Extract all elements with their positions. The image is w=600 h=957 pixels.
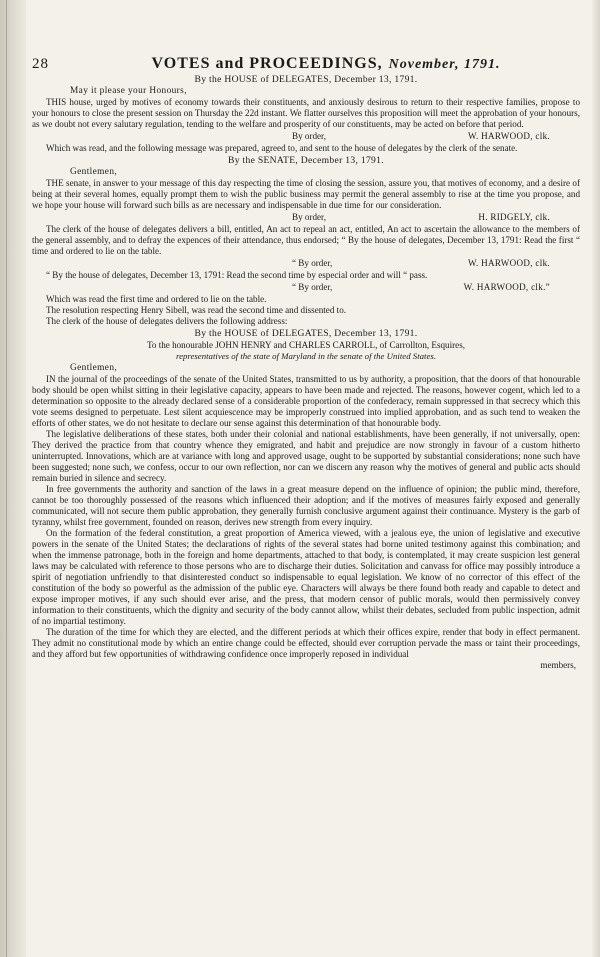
address-recipients: To the honourable JOHN HENRY and CHARLES CARROLL, of Carrollton, Esquires,	[146, 340, 466, 350]
paragraph: In free governments the authority and sanction of the laws in a great measure depend on the influence of opinion; the public mind, therefore, cannot be too thoroughly possessed of the reasons which influenced their adoption; and if the motives of measures fairly exposed and generally communicated, will not secure them public approbation, they generally furnish conclusive argument against their continuance. Mystery is the garb of tyranny, whilst free government, founded on reason, derives new strength from every inquiry.	[32, 484, 580, 527]
address-subtitle: representatives of the state of Maryland in the senate of the United States.	[175, 351, 437, 361]
page-text	[32, 55, 580, 671]
page-number: 28	[32, 56, 49, 72]
paragraph: Which was read the first time and ordered to lie on the table.	[46, 294, 267, 304]
salutation: Gentlemen,	[70, 363, 118, 373]
paragraph: The legislative deliberations of these states, both under their colonial and national establishments, have been generally, if not universally, open: They derived the practice from that country whence they emigrated, and habit and prejudice are now strongly in favour of a custom hitherto uninterrupted. Innovations, which are at variance with long and approved usage, ought to be supported by substantial considerations; none such have been suggested; none such, we confess, occur to our own reflection, nor can we discern any reason why the motives of general and public acts should remain buried in silence and secrecy.	[32, 429, 580, 483]
running-header	[32, 55, 580, 72]
salutation: May it please your Honours,	[70, 86, 187, 96]
section-heading: By the HOUSE of DELEGATES, December 13, 1791.	[194, 328, 418, 339]
paragraph: THIS house, urged by motives of economy towards their constituents, and anxiously desirous to return to their respective families, propose to your honours to close the present session on Thursday the 22d instant. We flatter ourselves this proposition will meet the approbation of your honours, as we doubt not every salutary regulation, tending to the welfare and prosperity of our constituents, may be acted on before that period.	[32, 97, 580, 129]
paragraph: The duration of the time for which they are elected, and the different periods at which their offices expire, render that body in effect permanent. They admit no constitutional mode by which an entire change could be effected, should ever corruption pervade the mass or taint their proceedings, and they afford but few opportunities of withdrawing confidence once improperly reposed in individual	[32, 627, 580, 659]
binding-edge	[0, 0, 26, 957]
catchword: members,	[540, 660, 576, 670]
signature-line: “ By order, W. HARWOOD, clk.	[292, 258, 550, 268]
running-title: VOTES and PROCEEDINGS, November, 1791.	[151, 55, 501, 72]
paragraph: The resolution respecting Henry Sibell, was read the second time and dissented to.	[46, 305, 347, 315]
paragraph: THE senate, in answer to your message of this day respecting the time of closing the session, assure you, that motives of economy, and a desire of being at their several homes, equally prompt them to wish the public business may permit the general assembly to rise at the time you propose, and we hope your house will forward such bills as are necessary and indispensable in due time for our consideration.	[32, 178, 580, 210]
paragraph: On the formation of the federal constitution, a great proportion of America viewed, with a jealous eye, the union of legislative and executive powers in the senate of the United States; the declarations of rights of the several states had borne united testimony against this combination; and when the immense patronage, both in the foreign and home departments, attached to that body, is contemplated, it may create suspicion lest general laws may be calculated with reference to those persons who are to discharge their duties. Solicitation and canvass for office may possibly introduce a spirit of negotiation unfriendly to that disinterested conduct so indispensable to equal legislation. We know of no corrector of this effect of the constitution of the body so powerful as the admission of the public eye. Characters will always be there found both ready and capable to detect and expose improper motives, if any such should ever arise, and the press, that modern censor of public morals, would then permissively convey information to their constituents, which the dignity and security of the body cannot allow, whilst their debates, secluded from public inspection, admit of no impartial testimony.	[32, 528, 580, 626]
paragraph: IN the journal of the proceedings of the senate of the United States, transmitted to us by authority, a proposition, that the doors of that honourable body should be open whilst sitting in their legislative capacity, appears to have been made and rejected. The reasons, however cogent, which led to a determination so opposite to the already declared sense of a considerable proportion of the confederacy, remain suppressed in that secrecy which this vote seems designed to perpetuate. Lest silent acquiescence may be improperly construed into implied approbation, and as such tend to weaken the efforts of other states, we do not hesitate to declare our sense against this determination of that honourable body.	[32, 374, 580, 428]
running-date: November, 1791.	[388, 57, 501, 72]
paragraph: Which was read, and the following message was prepared, agreed to, and sent to the house of delegates by the clerk of the senate.	[46, 143, 518, 153]
paragraph: The clerk of the house of delegates delivers a bill, entitled, An act to repeal an act, entitled, An act to ascertain the allowance to the members of the general assembly, and to defray the expences of their attendance, thus endorsed; “ By the house of delegates, December 13, 1791: Read the first “ time and ordered to lie on the table.	[32, 224, 580, 256]
paragraph: “ By the house of delegates, December 13, 1791: Read the second time by especial order and will “ pass.	[46, 270, 428, 280]
paragraph: The clerk of the house of delegates delivers the following address:	[46, 316, 288, 326]
salutation: Gentlemen,	[70, 167, 118, 177]
signature-line: “ By order, W. HARWOOD, clk.”	[292, 282, 550, 292]
page-right-edge	[592, 0, 600, 957]
section-heading: By the SENATE, December 13, 1791.	[228, 155, 384, 166]
signature-line: By order, W. HARWOOD, clk.	[292, 131, 550, 141]
signature-line: By order, H. RIDGELY, clk.	[292, 212, 550, 222]
section-heading: By the HOUSE of DELEGATES, December 13, 1791.	[194, 74, 418, 85]
